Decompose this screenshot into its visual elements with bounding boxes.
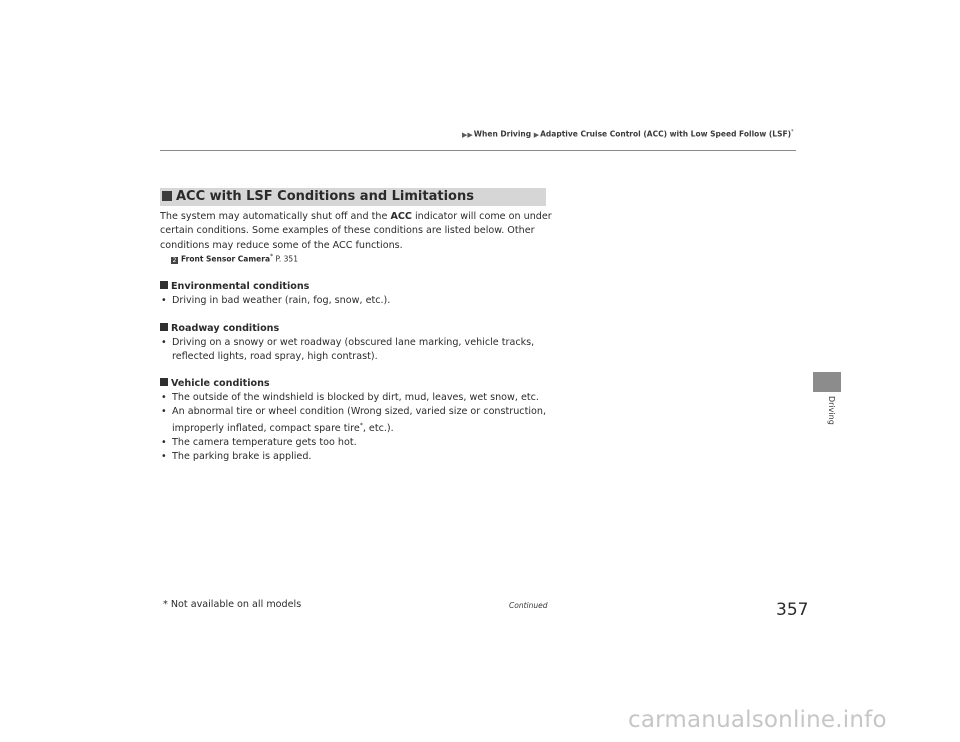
subheading-text: Roadway conditions xyxy=(171,323,280,334)
footnote: * Not available on all models xyxy=(163,599,302,610)
acc-indicator-label: ACC xyxy=(390,211,412,222)
asterisk: * xyxy=(359,422,363,429)
list-item-text: The parking brake is applied. xyxy=(172,451,312,463)
triangle-right-icon: ▶▶ xyxy=(462,130,473,139)
square-bullet-icon xyxy=(160,323,168,331)
asterisk: * xyxy=(791,129,794,135)
page-number: 357 xyxy=(776,600,809,620)
side-tab-marker xyxy=(813,372,841,392)
cross-reference[interactable] xyxy=(171,253,298,264)
intro-text: The system may automatically shut off and the xyxy=(160,211,391,222)
list-item xyxy=(160,450,550,464)
list-item-text: The outside of the windshield is blocked by dirt, mud, leaves, wet snow, etc. xyxy=(172,392,539,403)
intro-paragraph xyxy=(160,210,560,253)
square-bullet-icon xyxy=(160,281,168,289)
xref-title[interactable]: Front Sensor Camera xyxy=(181,254,271,264)
square-bullet-icon xyxy=(160,378,168,386)
breadcrumb-item: When Driving xyxy=(473,129,532,139)
list-item-text: Driving in bad weather (rain, fog, snow, etc.). xyxy=(172,295,391,306)
subheading-text: Environmental conditions xyxy=(171,281,310,292)
triangle-right-icon: ▶ xyxy=(533,130,540,139)
asterisk: * xyxy=(270,253,274,260)
list-item xyxy=(160,336,540,364)
list-item-text: Driving on a snowy or wet roadway (obscured lane marking, vehicle tracks, reflected lights, road spray, high contrast). xyxy=(172,337,535,362)
list-item-text: The camera temperature gets too hot. xyxy=(172,437,357,449)
xref-page[interactable]: P. 351 xyxy=(275,254,298,264)
intro-text: indicator will come on under certain conditions. Some examples of these conditions are listed below. Other conditions may reduce some of the ACC functions. xyxy=(160,211,552,251)
section-header xyxy=(160,188,546,206)
subheading-roadway xyxy=(160,323,279,334)
square-bullet-icon xyxy=(162,191,172,201)
list-item xyxy=(160,391,550,405)
bullet-list xyxy=(160,294,560,308)
subheading-environmental xyxy=(160,281,309,292)
bullet-dot-icon: • xyxy=(161,406,167,417)
bullet-dot-icon: • xyxy=(161,451,167,463)
bullet-dot-icon: • xyxy=(161,437,167,449)
breadcrumb-item: Adaptive Cruise Control (ACC) with Low Speed Follow (LSF) xyxy=(540,129,792,139)
list-item-text: , etc.). xyxy=(362,423,394,435)
subheading-vehicle xyxy=(160,378,270,389)
cross-reference-arrow-icon: 2 xyxy=(172,256,177,264)
subheading-text: Vehicle conditions xyxy=(171,378,270,389)
list-item xyxy=(160,405,550,436)
side-tab-label: Driving xyxy=(827,396,836,425)
bullet-list xyxy=(160,336,540,364)
header-rule xyxy=(160,150,796,151)
bullet-dot-icon: • xyxy=(161,392,167,403)
bullet-dot-icon: • xyxy=(161,337,167,348)
list-item-text: An abnormal tire or wheel condition (Wrong sized, varied size or construction, improperly inflated, compact spare tire xyxy=(172,406,547,435)
breadcrumb xyxy=(462,129,794,139)
list-item xyxy=(160,436,550,450)
watermark: carmanualsonline.info xyxy=(628,707,887,733)
section-title: ACC with LSF Conditions and Limitations xyxy=(176,189,474,204)
continued-label: Continued xyxy=(509,601,548,610)
bullet-dot-icon: • xyxy=(161,295,167,306)
bullet-list xyxy=(160,391,550,464)
list-item xyxy=(160,294,560,308)
